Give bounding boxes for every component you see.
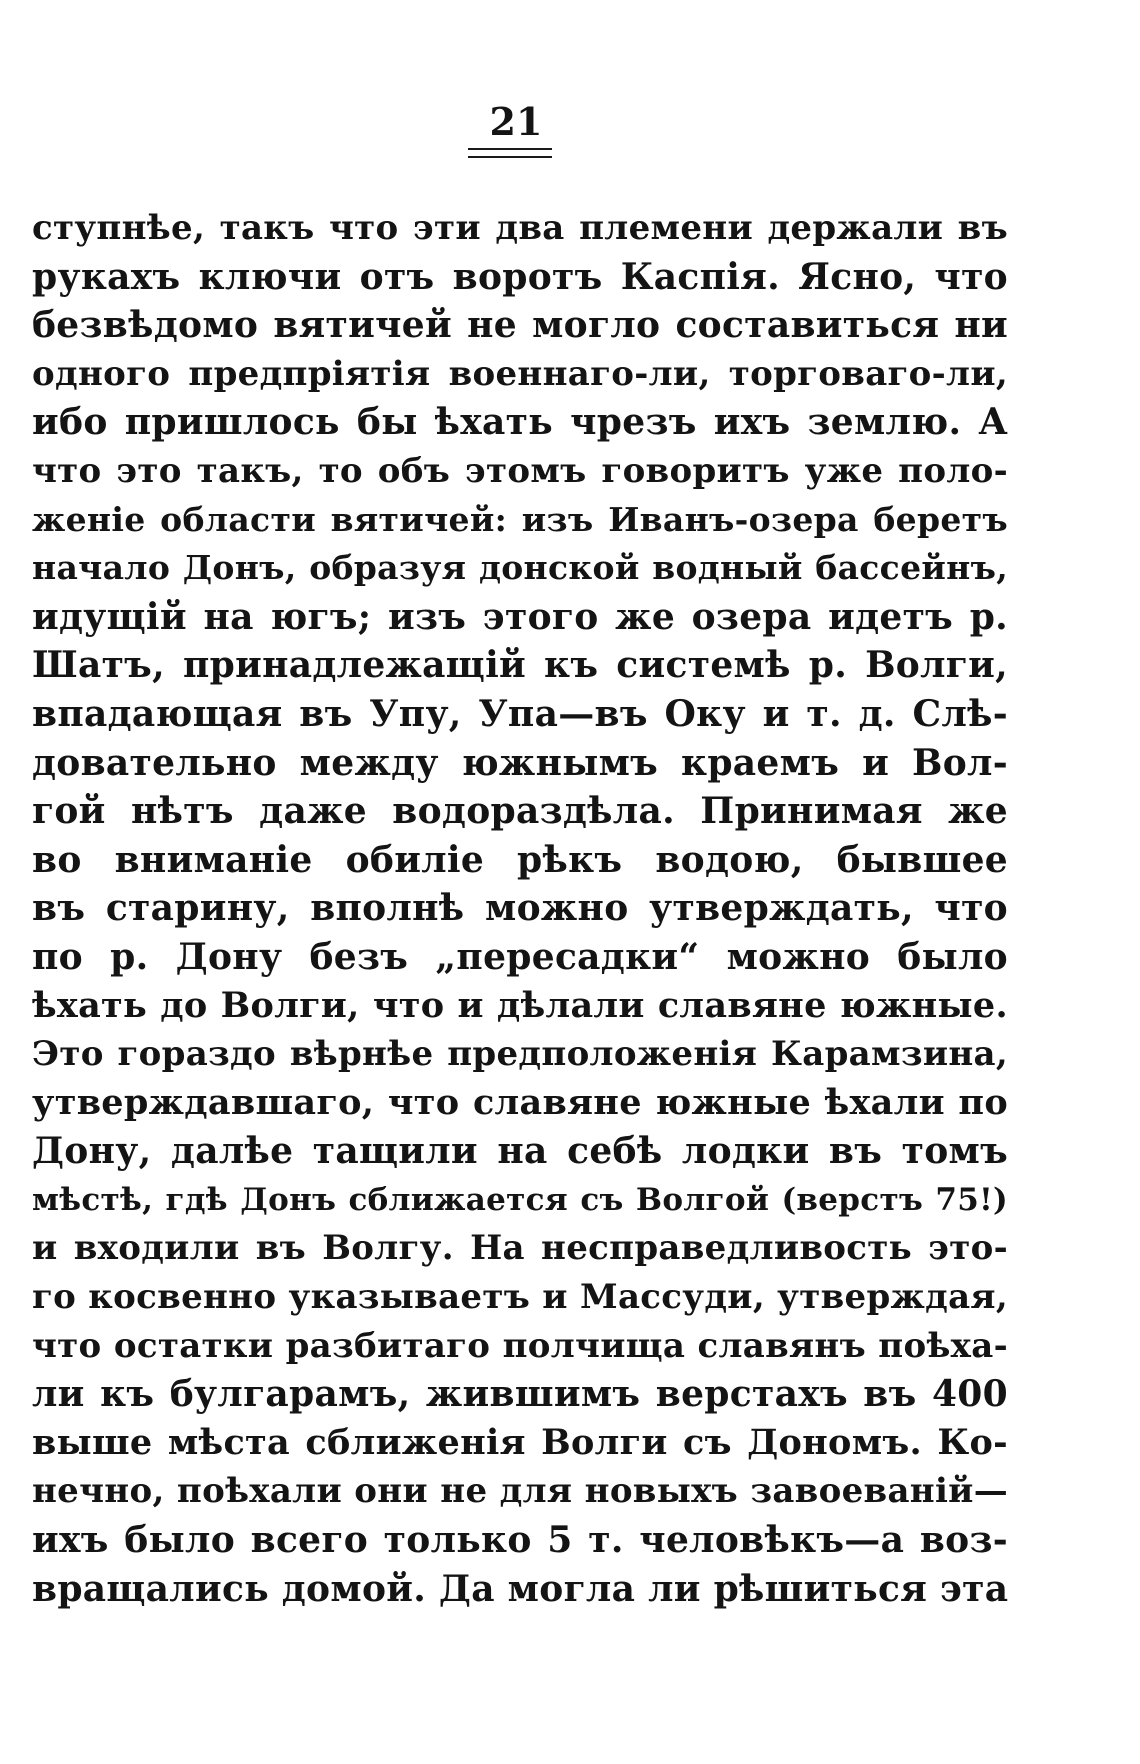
text-line: Дону, далѣе тащили на себѣ лодки въ томъ xyxy=(32,1130,1008,1173)
text-line: что это такъ, то объ этомъ говоритъ уже поло- xyxy=(32,450,1008,491)
text-line: Это гораздо вѣрнѣе предположенія Карамзина, xyxy=(32,1034,1008,1075)
text-line: безвѣдомо вятичей не могло составиться ни xyxy=(32,304,1008,347)
text-line: рукахъ ключи отъ воротъ Каспія. Ясно, что xyxy=(32,255,1008,298)
text-line: Шатъ, принадлежащій къ системѣ р. Волги, xyxy=(32,644,1008,687)
text-line: го косвенно указываетъ и Массуди, утверждая, xyxy=(32,1277,1008,1318)
text-line: мѣстѣ, гдѣ Донъ сближается съ Волгой (верстъ 75!) xyxy=(32,1181,1008,1218)
text-line: одного предпріятія военнаго-ли, торговаго-ли, xyxy=(32,353,1008,394)
text-line: въ старину, вполнѣ можно утверждать, что xyxy=(32,887,1008,930)
body-text xyxy=(32,204,1008,1613)
page-number-rule xyxy=(468,148,552,158)
text-line: ступнѣе, такъ что эти два племени держали въ xyxy=(32,208,1008,248)
text-line: ибо пришлось бы ѣхать чрезъ ихъ землю. А xyxy=(32,401,1008,444)
text-line: что остатки разбитаго полчища славянъ поѣха- xyxy=(32,1325,1008,1366)
text-line: идущій на югъ; изъ этого же озера идетъ р. xyxy=(32,595,1008,638)
page-number: 21 xyxy=(489,99,543,144)
text-line: ли къ булгарамъ, жившимъ верстахъ въ 400 xyxy=(32,1373,1008,1416)
text-line: по р. Дону безъ „пересадки“ можно было xyxy=(32,935,1008,978)
text-line: начало Донъ, образуя донской водный бассейнъ, xyxy=(32,548,1008,588)
text-line: женіе области вятичей: изъ Иванъ-озера беретъ xyxy=(32,499,1008,539)
text-line: и входили въ Волгу. На несправедливость это- xyxy=(32,1228,1008,1269)
text-line: нечно, поѣхали они не для новыхъ завоеваній— xyxy=(32,1471,1008,1512)
text-line: утверждавшаго, что славяне южные ѣхали по xyxy=(32,1081,1008,1123)
text-line: ѣхать до Волги, что и дѣлали славяне южные. xyxy=(32,984,1008,1026)
text-line: вращались домой. Да могла ли рѣшиться эта xyxy=(32,1567,1009,1610)
text-line: довательно между южнымъ краемъ и Вол- xyxy=(32,741,1008,784)
text-line: во вниманіе обиліе рѣкъ водою, бывшее xyxy=(32,838,1008,881)
text-line: гой нѣтъ даже водораздѣла. Принимая же xyxy=(32,790,1008,833)
text-line: впадающая въ Упу, Упа—въ Оку и т. д. Слѣ- xyxy=(32,692,1008,735)
text-line: выше мѣста сближенія Волги съ Дономъ. Ко- xyxy=(32,1421,1008,1463)
text-line: ихъ было всего только 5 т. человѣкъ—а воз- xyxy=(32,1519,1008,1562)
